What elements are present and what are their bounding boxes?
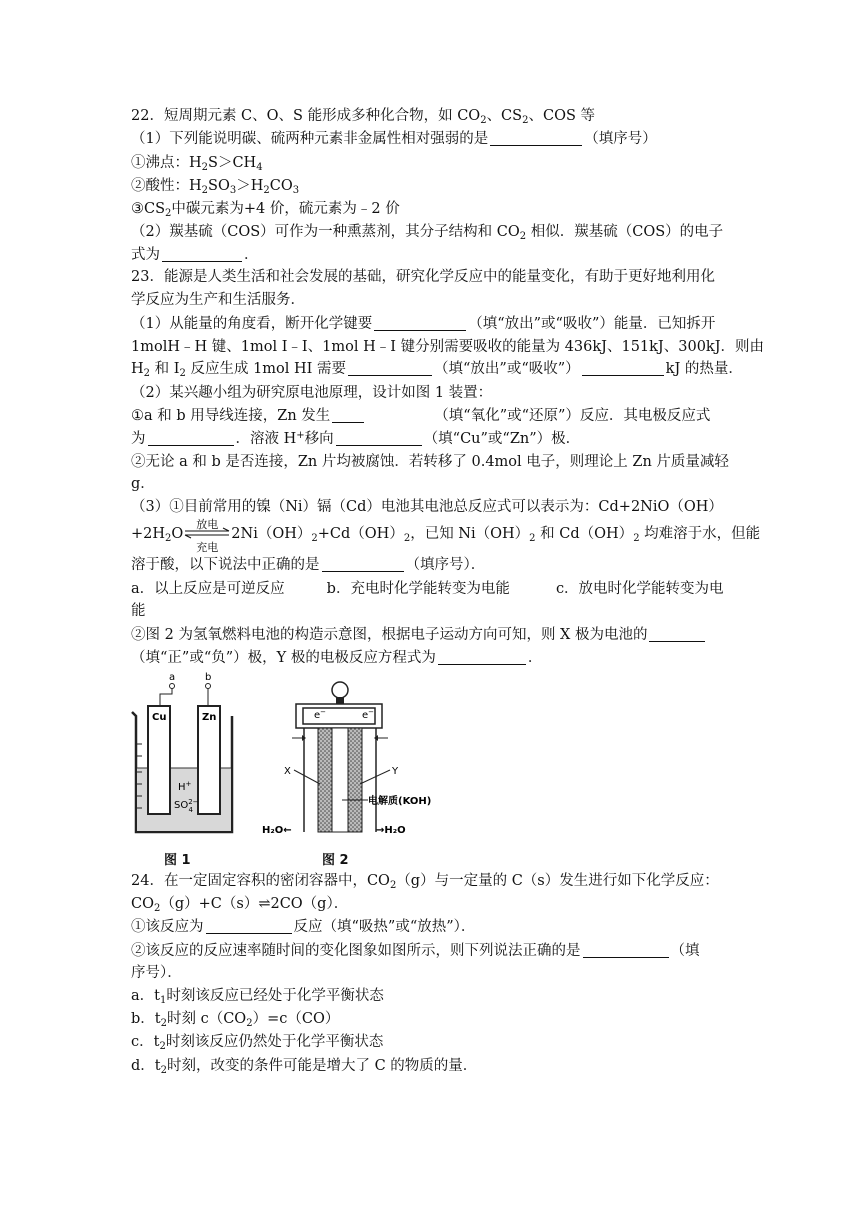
terminal-b-label: b	[205, 672, 212, 683]
q24-option-a: a．$t_1$时刻该反应已经处于化学平衡状态	[131, 988, 384, 1006]
q22-option-3: $③CS_2$中碳元素为+4 价，硫元素为﹣2 价	[131, 201, 400, 219]
q23-part3-b: $+2H_2O$ 放电 充电 $2Ni(OH)_2+Cd(OH)_2$，已知 $Ni(OH)_2$ 和 $Cd(OH)_2$ 均难溶于水，但能	[131, 518, 761, 554]
answer-blank[interactable]	[322, 556, 404, 572]
q24-line-5: 序号）．	[131, 965, 182, 981]
q24-line-4: ②该反应的反应速率随时间的变化图象如图所示，则下列说法正确的是 （填	[131, 943, 700, 959]
q22-part1: （1）下列能说明碳、硫两种元素非金属性相对强弱的是 （填序号）	[131, 131, 657, 147]
q24-line-2: $CO_2(g)+C(s)\rightleftharpoons 2CO(g)$．	[131, 896, 349, 914]
answer-blank[interactable]	[336, 430, 422, 446]
figure-1-galvanic-cell	[128, 672, 240, 844]
q22-part2: （2）羰基硫（COS）可作为一种熏蒸剂，其分子结构和 $CO_2$ 相似．羰基硫（COS）的电子	[131, 224, 724, 242]
q23-part1-a: （1）从能量的角度看，断开化学键要 （填“放出”或“吸收”）能量．已知拆开	[131, 316, 716, 332]
q23-part1-c: $H_2$ 和 $I_2$ 反应生成 1mol HI 需要 （填“放出”或“吸收”） kJ 的热量．	[131, 361, 743, 379]
y-electrode-label: Y	[392, 766, 399, 777]
answer-blank[interactable]	[582, 360, 664, 376]
answer-blank[interactable]	[583, 942, 669, 958]
figure-2-fuel-cell	[258, 676, 432, 844]
terminal-a-label: a	[169, 672, 176, 683]
q23-part2-d: g．	[131, 476, 155, 492]
q24-option-b: b．$t_2$时刻 $c(CO_2)=c(CO)$	[131, 1011, 340, 1029]
answer-blank[interactable]	[148, 430, 234, 446]
equilibrium-arrow-icon	[183, 528, 231, 538]
answer-blank[interactable]	[438, 649, 526, 665]
q24-option-c: c．$t_2$时刻该反应仍然处于化学平衡状态	[131, 1034, 384, 1052]
q24-option-d: d．$t_2$时刻，改变的条件可能是增大了 C 的物质的量．	[131, 1058, 478, 1076]
zn-label: Zn	[202, 712, 217, 723]
q22-part2-cont: 式为 ．	[131, 247, 259, 263]
bulb-icon	[332, 682, 348, 698]
q23-part3-c: 溶于酸，以下说法中正确的是 （填序号）．	[131, 557, 486, 573]
so4-ion-label: $SO^{2-}$ 4	[174, 798, 199, 814]
q22-option-1: ①沸点：$H_2S>CH_4$	[131, 155, 263, 173]
q22-option-2: ②酸性：$H_2SO_3>H_2CO_3$	[131, 178, 300, 196]
answer-blank[interactable]	[649, 626, 705, 642]
q23-part4-b: （填“正”或“负”）极，Y 极的电极反应方程式为 ．	[131, 650, 543, 666]
q23-part2-intro: （2）某兴趣小组为研究原电池原理，设计如图 1 装置：	[131, 385, 493, 401]
figure-2-caption: 图 2	[322, 853, 349, 868]
figure-1-caption: 图 1	[164, 853, 191, 868]
answer-blank[interactable]	[490, 130, 582, 146]
reversible-arrow: 放电 充电	[183, 524, 231, 544]
h-ion-label: H+	[178, 780, 192, 793]
electron-label-right: e−	[362, 708, 375, 721]
electron-label-left: e−	[314, 708, 327, 721]
q23-part2-a: ①a 和 b 用导线连接，Zn 发生 （填“氧化”或“还原”）反应．其电极反应式	[131, 408, 711, 424]
q23-part2-c: ②无论 a 和 b 是否连接，Zn 片均被腐蚀．若转移了 0.4mol 电子，则理论上 Zn 片质量减轻	[131, 454, 729, 470]
q23-part2-b: 为 ．溶液 H+移向 （填“Cu”或“Zn”）极．	[131, 430, 581, 447]
q23-intro-1: 23．能源是人类生活和社会发展的基础，研究化学反应中的能量变化，有助于更好地利用化	[131, 269, 715, 285]
q23-part3-a: （3）①目前常用的镍（Ni）镉（Cd）电池其电池总反应式可以表示为：Cd+2NiO（OH）	[131, 499, 723, 515]
q22-title: 22．短周期元素 C、O、S 能形成多种化合物，如 $CO_2$、$CS_2$、COS 等	[131, 108, 595, 126]
answer-blank[interactable]	[162, 246, 242, 262]
answer-blank[interactable]	[206, 918, 292, 934]
x-electrode-label: X	[284, 766, 291, 777]
water-outlet-left: H₂O←	[262, 825, 292, 836]
cu-label: Cu	[152, 712, 167, 723]
q23-intro-2: 学反应为生产和生活服务．	[131, 292, 305, 308]
q23-options: a．以上反应是可逆反应 b．充电时化学能转变为电能 c．放电时化学能转变为电	[131, 581, 724, 597]
q23-options-cont: 能	[131, 603, 146, 619]
q24-line-3: ①该反应为 反应（填“吸热”或“放热”）．	[131, 919, 476, 935]
q23-part4-a: ②图 2 为氢氧燃料电池的构造示意图，根据电子运动方向可知，则 X 极为电池的	[131, 625, 707, 645]
q23-part1-b: 1molH﹣H 键、1mol I﹣I、1mol H﹣I 键分别需要吸收的能量为 436kJ、151kJ、300kJ．则由	[131, 339, 765, 355]
electrolyte-label: 电解质(KOH)	[368, 796, 432, 807]
q24-line-1: 24．在一定固定容积的密闭容器中，$CO_2(g)$与一定量的 C（s）发生进行如下化学反应：	[131, 873, 719, 891]
answer-blank[interactable]	[374, 315, 466, 331]
answer-blank[interactable]	[348, 360, 432, 376]
water-outlet-right: →H₂O	[376, 825, 406, 836]
answer-blank[interactable]	[332, 407, 364, 423]
